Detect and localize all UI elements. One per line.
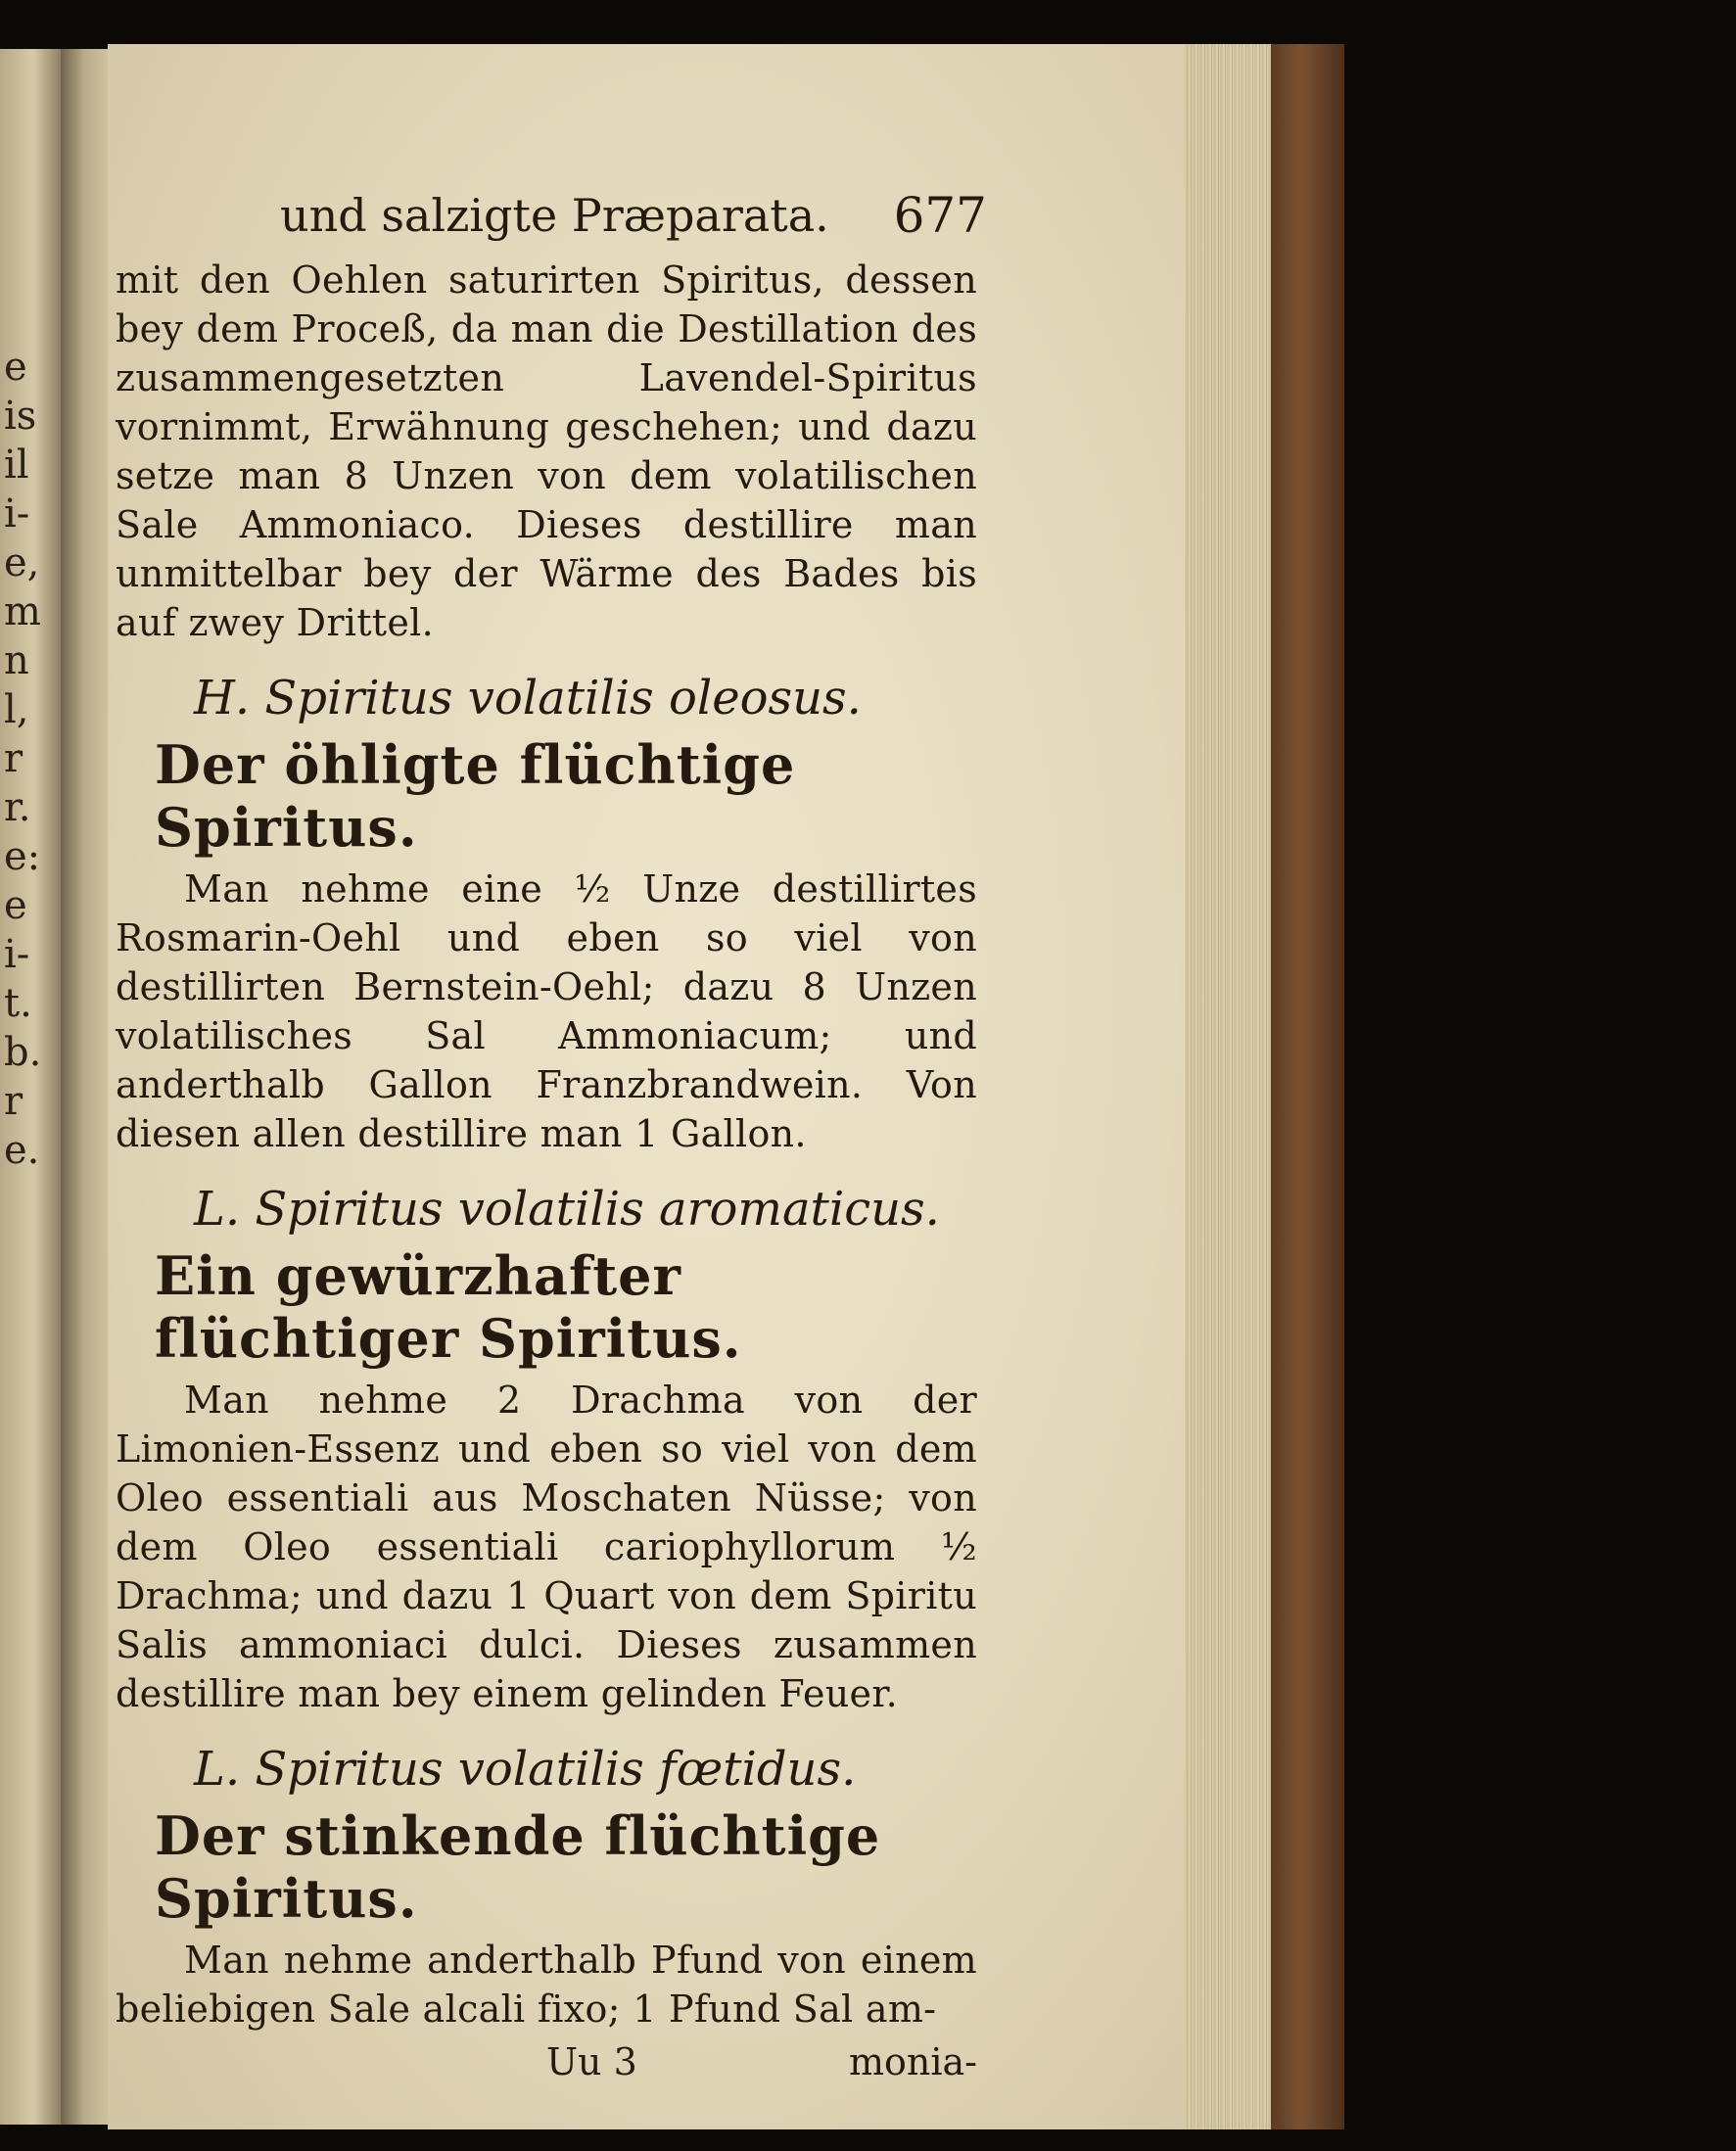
section-heading-latin-foetidus: L. Spiritus volatilis fœtidus. bbox=[194, 1742, 857, 1797]
page-content bbox=[116, 181, 987, 2086]
intro-paragraph: mit den Oehlen saturirten Spiritus, dessen bey dem Proceß, da man die Destillation des zusammengesetzten Lavendel-Spiritus vornimmt, Erwähnung geschehen; und dazu setze man 8 Unzen von dem volatilischen Sale Ammoniaco. Dieses destillire man unmittelbar bey der Wärme des Bades bis auf zwey Drittel. bbox=[116, 258, 977, 644]
section-text-foetidus: Man nehme anderthalb Pfund von einem beliebigen Sale alcali fixo; 1 Pfund Sal am- bbox=[116, 1939, 977, 2031]
page-stack-edges bbox=[1185, 44, 1273, 2129]
section-text-aromaticus: Man nehme 2 Drachma von der Limonien-Essenz und eben so viel von dem Oleo essentiali aus Moschaten Nüsse; von dem Oleo essentiali cariophyllorum ½ Drachma; und dazu 1 Quart von dem Spiritu Salis ammoniaci dulci. Dieses zusammen destillire man bey einem gelinden Feuer. bbox=[116, 1379, 977, 1715]
section-heading-german-aromaticus: Ein gewürzhafter flüchtiger Spiritus. bbox=[155, 1244, 742, 1370]
section-text-oleosus: Man nehme eine ½ Unze destillirtes Rosmarin-Oehl und eben so viel von destillirten Bernstein-Oehl; dazu 8 Unzen volatilisches Sal Ammoniacum; und anderthalb Gallon Franzbrandwein. Von diesen allen destillire man 1 Gallon. bbox=[116, 867, 977, 1155]
catchword: monia- bbox=[848, 2040, 977, 2083]
running-head-title: und salzigte Præparata. bbox=[280, 189, 829, 242]
section-heading-latin-oleosus: H. Spiritus volatilis oleosus. bbox=[194, 671, 862, 725]
running-head bbox=[116, 181, 987, 250]
book-cover-edge bbox=[1271, 44, 1344, 2129]
signature-mark: Uu 3 bbox=[546, 2040, 637, 2083]
facing-page-edge bbox=[0, 49, 61, 2125]
section-heading-latin-aromaticus: L. Spiritus volatilis aromaticus. bbox=[194, 1182, 940, 1237]
page-number: 677 bbox=[893, 187, 987, 244]
section-heading-german-foetidus: Der stinkende flüchtige Spiritus. bbox=[155, 1804, 881, 1930]
facing-page-text-fragments: e is il i- e, m n l, r r. e: e i- t. b. r e. bbox=[4, 345, 42, 1173]
page-footer bbox=[116, 2037, 977, 2086]
section-heading-german-oleosus: Der öhligte flüchtige Spiritus. bbox=[155, 733, 796, 859]
